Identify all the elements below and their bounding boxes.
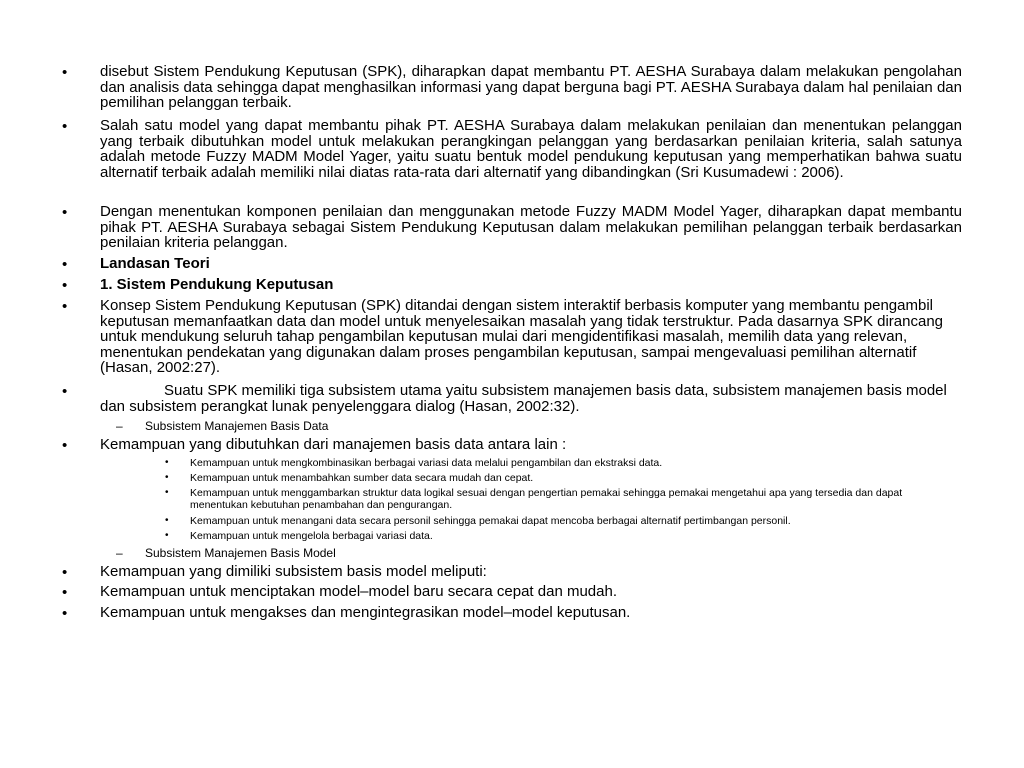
paragraph-kemampuan-basis-data: Kemampuan yang dibutuhkan dari manajemen basis data antara lain : xyxy=(100,436,567,453)
list-item: Kemampuan untuk mengkombinasikan berbagai variasi data melalui pengambilan dan ekstraksi data. xyxy=(190,457,663,469)
heading-landasan-teori: Landasan Teori xyxy=(100,255,210,272)
sub-bullet-marker: • xyxy=(165,457,169,468)
subheading-basis-data: Subsistem Manajemen Basis Data xyxy=(145,419,329,433)
paragraph-komponen-penilaian: Dengan menentukan komponen penilaian dan menggunakan metode Fuzzy MADM Model Yager, diharapkan dapat membantu pihak PT. AESHA Surabaya sebagai Sistem Pendukung Keputusan dalam melakukan pemilihan pelanggan terbaik berdasarkan penilaian kriteria pelanggan. xyxy=(100,203,962,252)
paragraph-spk-intro: disebut Sistem Pendukung Keputusan (SPK), diharapkan dapat membantu PT. AESHA Surabaya dalam melakukan pengolahan dan analisis data sehingga dapat menghasilkan informasi yang dapat berguna bagi PT. AESHA Surabaya dalam hal penilaian dan pemilihan pelanggan terbaik. xyxy=(100,63,962,112)
paragraph-menciptakan-model: Kemampuan untuk menciptakan model–model baru secara cepat dan mudah. xyxy=(100,583,617,600)
sub-bullet-marker: • xyxy=(165,530,169,541)
list-item: Kemampuan untuk mengelola berbagai variasi data. xyxy=(190,530,433,542)
bullet-marker: • xyxy=(62,584,68,601)
dash-marker: – xyxy=(116,546,123,560)
bullet-marker: • xyxy=(62,256,68,273)
paragraph-tiga-subsistem: Suatu SPK memiliki tiga subsistem utama yaitu subsistem manajemen basis data, subsistem manajemen basis model dan subsistem perangkat lunak penyelenggara dialog (Hasan, 2002:32). xyxy=(100,382,947,415)
paragraph-konsep-spk: Konsep Sistem Pendukung Keputusan (SPK) ditandai dengan sistem interaktif berbasis komputer yang membantu pengambil keputusan memanfaatkan data dan model untuk menyelesaikan masalah yang tidak terstruktur. Pada dasarnya SPK dirancang untuk mendukung seluruh tahap pengambilan keputusan mulai dari mengidentifikasi masalah, memilih data yang relevan, menentukan pendekatan yang digunakan dalam proses pengambilan keputusan, sampai mengevaluasi pemilihan alternatif (Hasan, 2002:27). xyxy=(100,297,944,377)
heading-sistem-pendukung-keputusan: 1. Sistem Pendukung Keputusan xyxy=(100,276,334,293)
dash-marker: – xyxy=(116,419,123,433)
bullet-marker: • xyxy=(62,383,68,400)
sub-bullet-marker: • xyxy=(165,515,169,526)
paragraph-kemampuan-basis-model: Kemampuan yang dimiliki subsistem basis model meliputi: xyxy=(100,563,487,580)
list-item: Kemampuan untuk menangani data secara personil sehingga pemakai dapat mencoba berbagai alternatif pertimbangan personil. xyxy=(190,515,791,527)
sub-bullet-marker: • xyxy=(165,487,169,498)
subheading-basis-model: Subsistem Manajemen Basis Model xyxy=(145,546,336,560)
bullet-marker: • xyxy=(62,118,68,135)
paragraph-model-yager: Salah satu model yang dapat membantu pihak PT. AESHA Surabaya dalam melakukan penilaian dan menentukan pelanggan yang terbaik dibutuhkan model untuk melakukan perangkingan pelanggan yang berdasarkan penilaian kriteria, salah satunya adalah metode Fuzzy MADM Model Yager, yaitu suatu bentuk model pendukung keputusan yang memperhatikan bahwa suatu alternatif terbaik adalah memiliki nilai diatas rata-rata dari alternatif yang dibandingkan (Sri Kusumadewi : 2006). xyxy=(100,117,962,181)
list-item: Kemampuan untuk menambahkan sumber data secara mudah dan cepat. xyxy=(190,472,534,484)
bullet-marker: • xyxy=(62,204,68,221)
list-item: Kemampuan untuk menggambarkan struktur data logikal sesuai dengan pengertian pemakai sehingga pemakai mengetahui apa yang tersedia dan dapat menentukan kebutuhan penambahan dan pengurangan. xyxy=(190,487,903,511)
paragraph-mengakses-model: Kemampuan untuk mengakses dan mengintegrasikan model–model keputusan. xyxy=(100,604,631,621)
bullet-marker: • xyxy=(62,605,68,622)
bullet-marker: • xyxy=(62,298,68,315)
bullet-marker: • xyxy=(62,564,68,581)
sub-bullet-marker: • xyxy=(165,472,169,483)
bullet-marker: • xyxy=(62,277,68,294)
bullet-marker: • xyxy=(62,64,68,81)
bullet-marker: • xyxy=(62,437,68,454)
